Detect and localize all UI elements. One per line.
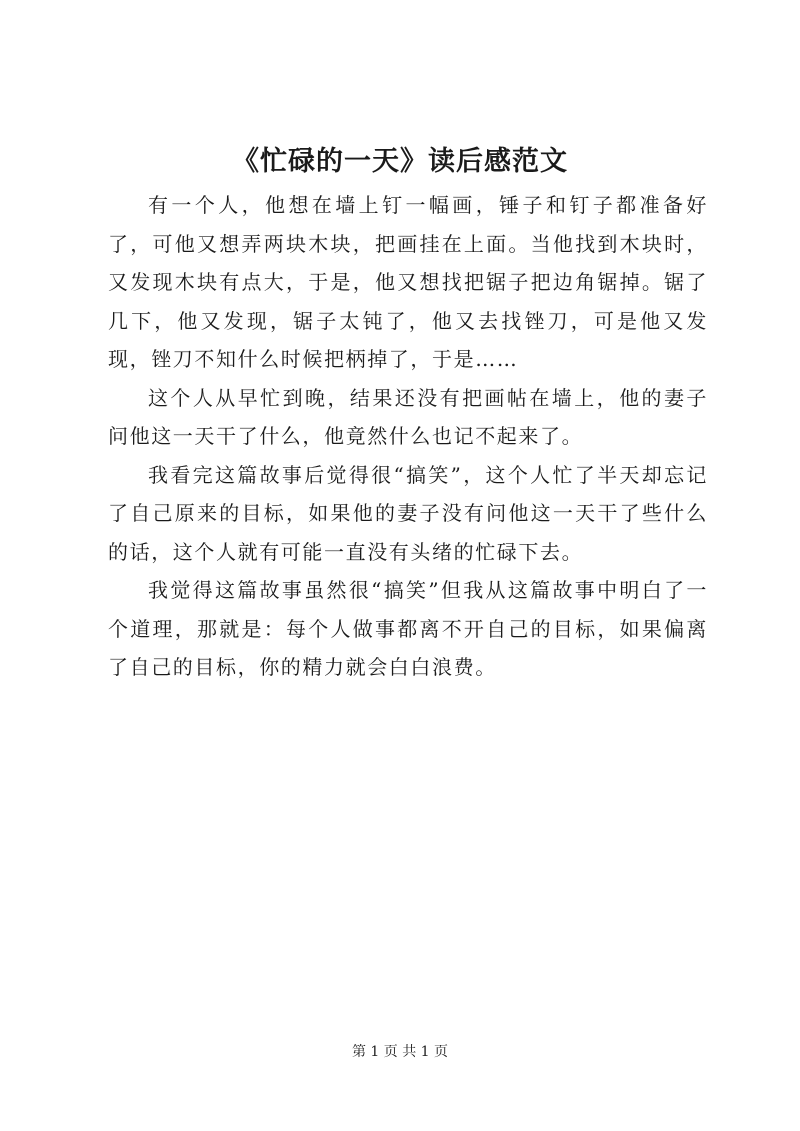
document-title: 《忙碌的一天》读后感范文 [232, 146, 568, 177]
paragraph-1: 有一个人，他想在墙上钉一幅画，锤子和钉子都准备好了，可他又想弄两块木块，把画挂在上面。当他找到木块时，又发现木块有点大，于是，他又想找把锯子把边角锯掉。锯了几下，他又发现，锯子太钝了，他又去找锉刀，可是他又发现，锉刀不知什么时候把柄掉了，于是…… [108, 193, 708, 371]
document-body [108, 186, 708, 687]
page-footer: 第 1 页 共 1 页 [351, 1044, 449, 1060]
paragraph-2: 这个人从早忙到晚，结果还没有把画帖在墙上，他的妻子问他这一天干了什么，他竟然什么也记不起来了。 [108, 385, 708, 448]
paragraph-3: 我看完这篇故事后觉得很“搞笑”，这个人忙了半天却忘记了自己原来的目标，如果他的妻子没有问他这一天干了些什么的话，这个人就有可能一直没有头绪的忙碌下去。 [108, 462, 708, 564]
paragraph-4: 我觉得这篇故事虽然很“搞笑”但我从这篇故事中明白了一个道理，那就是：每个人做事都离不开自己的目标，如果偏离了自己的目标，你的精力就会白白浪费。 [108, 578, 708, 679]
